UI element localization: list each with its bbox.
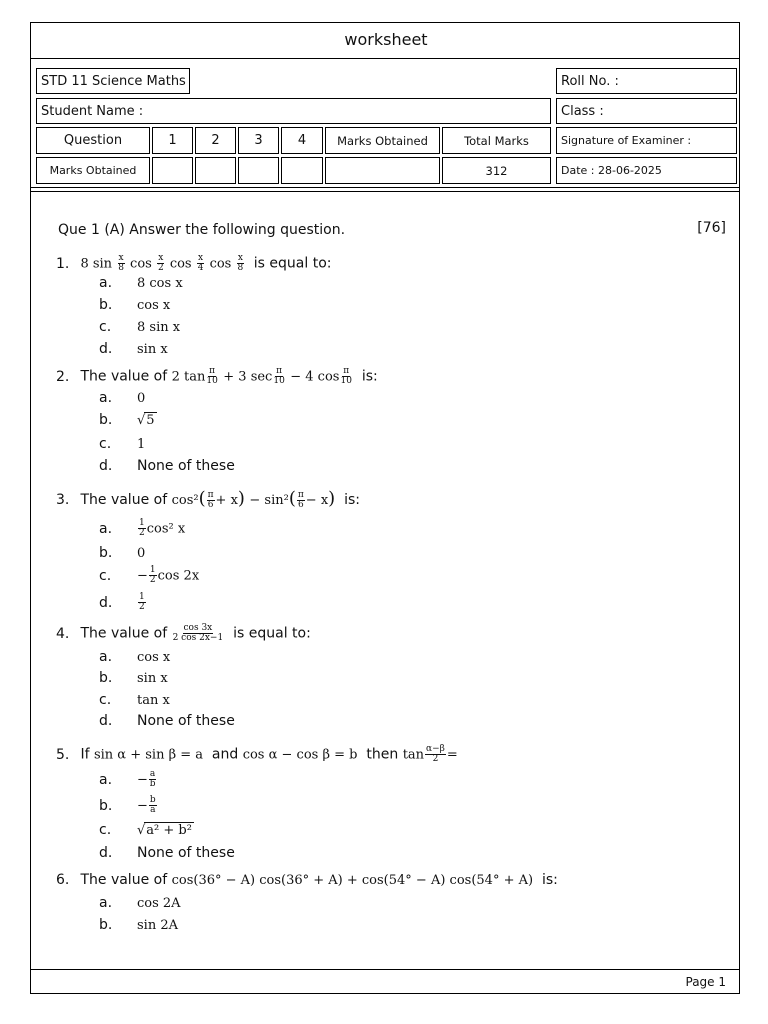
signature-label: Signature of Examiner : bbox=[561, 134, 692, 147]
worksheet-title: worksheet bbox=[344, 30, 428, 49]
marks-obtained-row-label: Marks Obtained bbox=[49, 164, 137, 177]
question-1: 1. 8 sin $\frac{x}{8}$ cos $\frac{x}{2}$ cos $\frac{x}{4}$ cos $\frac{x}{8}$ is equal to: bbox=[56, 253, 332, 273]
question-col-4-label: 4 bbox=[297, 133, 307, 148]
section-heading: Que 1 (A) Answer the following question. bbox=[58, 222, 346, 238]
question-5-then: then bbox=[366, 746, 399, 763]
student-name-label: Student Name : bbox=[41, 103, 144, 119]
q1-option-d[interactable]: d. sin x bbox=[99, 341, 168, 357]
question-4: 4. The value of $\frac{\cos 3x}{2 \cos 2x-1}$ is equal to: bbox=[56, 623, 311, 643]
fraction-x-over-2: $\frac{x}{2}$ bbox=[157, 253, 164, 273]
question-col-4 bbox=[281, 127, 323, 154]
question-3-prefix: The value of bbox=[80, 492, 168, 508]
q6-option-a[interactable]: a. cos 2A bbox=[99, 895, 181, 911]
roll-label: Roll No. : bbox=[561, 73, 619, 89]
fraction-x-over-8-b: $\frac{x}{8}$ bbox=[237, 253, 244, 273]
marks-obtained-value-cell bbox=[325, 157, 440, 184]
signature-box bbox=[556, 127, 737, 154]
total-marks-header-cell bbox=[442, 127, 551, 154]
class-label: Class : bbox=[561, 103, 604, 119]
q2-option-c[interactable]: c. 1 bbox=[99, 436, 146, 452]
date-box bbox=[556, 157, 737, 184]
q4-option-d[interactable]: d. None of these bbox=[99, 713, 235, 729]
marks-obtained-header-label: Marks Obtained bbox=[337, 133, 428, 148]
question-col-3 bbox=[238, 127, 279, 154]
student-name-box bbox=[36, 98, 551, 124]
marks-cell-1 bbox=[152, 157, 193, 184]
total-marks-value: 312 bbox=[485, 163, 508, 178]
header-divider-top bbox=[31, 187, 739, 188]
question-header-label: Question bbox=[63, 133, 123, 148]
marks-obtained-header-cell bbox=[325, 127, 440, 154]
question-col-2-label: 2 bbox=[211, 133, 220, 148]
section-marks: [76] bbox=[697, 220, 726, 236]
header-divider-bottom bbox=[31, 191, 739, 192]
q1-option-c[interactable]: c. 8 sin x bbox=[99, 319, 181, 335]
total-marks-header-label: Total Marks bbox=[464, 133, 529, 148]
question-6-prefix: The value of bbox=[80, 872, 168, 888]
q5-option-d[interactable]: d. None of these bbox=[99, 845, 235, 861]
q5-option-c[interactable]: c. √a² + b² bbox=[99, 822, 192, 838]
q3-option-a[interactable]: a. $\frac{1}{2}$ cos² x bbox=[99, 518, 186, 538]
std-label: STD 11 Science Maths bbox=[41, 73, 186, 89]
question-3: 3. The value of cos²( $\frac{\pi}{6}$ + x) − sin²( $\frac{\pi}{6}$ − x) is: bbox=[56, 488, 360, 510]
q3-option-d[interactable]: d. $\frac{1}{2}$ bbox=[99, 592, 145, 612]
question-col-2 bbox=[195, 127, 236, 154]
roll-box bbox=[556, 68, 737, 94]
question-col-3-label: 3 bbox=[254, 133, 263, 148]
q3-option-c[interactable]: c. − $\frac{1}{2}$ cos 2x bbox=[99, 565, 200, 585]
question-1-math-prefix: 8 sin bbox=[80, 256, 113, 272]
question-5: 5. If sin α + sin β = a and cos α − cos β = b then tan $\frac{\alpha-\beta}{2}$ = bbox=[56, 744, 458, 764]
question-5-prefix: If bbox=[80, 746, 90, 763]
title-divider bbox=[31, 58, 739, 59]
marks-cell-4 bbox=[281, 157, 323, 184]
footer-divider bbox=[31, 969, 739, 970]
question-col-1-label: 1 bbox=[168, 133, 177, 148]
page-number: Page 1 bbox=[685, 975, 726, 989]
q2-option-a[interactable]: a. 0 bbox=[99, 390, 146, 406]
question-2-prefix: The value of bbox=[80, 368, 168, 385]
marks-obtained-row-label-cell bbox=[36, 157, 150, 184]
q5-option-b[interactable]: b. − $\frac{b}{a}$ bbox=[99, 795, 156, 815]
fraction-x-over-8: $\frac{x}{8}$ bbox=[118, 253, 124, 273]
question-6: 6. The value of cos(36° − A) cos(36° + A) + cos(54° − A) cos(54° + A) is: bbox=[56, 872, 558, 888]
fraction-cos3x-over-2cos2x-1: $\frac{\cos 3x}{2 \cos 2x-1}$ bbox=[172, 623, 224, 643]
fraction-x-over-4: $\frac{x}{4}$ bbox=[197, 253, 204, 273]
total-marks-value-cell bbox=[442, 157, 551, 184]
q5-option-a[interactable]: a. − $\frac{a}{b}$ bbox=[99, 769, 156, 789]
question-4-prefix: The value of bbox=[80, 625, 168, 642]
marks-cell-2 bbox=[195, 157, 236, 184]
question-col-1 bbox=[152, 127, 193, 154]
q4-option-a[interactable]: a. cos x bbox=[99, 649, 171, 665]
q4-option-c[interactable]: c. tan x bbox=[99, 692, 170, 708]
question-6-suffix: is: bbox=[541, 872, 558, 888]
question-header-cell bbox=[36, 127, 150, 154]
q3-option-b[interactable]: b. 0 bbox=[99, 545, 146, 561]
question-5-and: and bbox=[211, 746, 239, 763]
std-box bbox=[36, 68, 190, 94]
question-1-suffix: is equal to: bbox=[253, 255, 332, 272]
class-box bbox=[556, 98, 737, 124]
question-3-suffix: is: bbox=[344, 492, 360, 508]
q1-option-b[interactable]: b. cos x bbox=[99, 297, 171, 313]
question-2-suffix: is: bbox=[361, 368, 378, 385]
date-label: Date : 28-06-2025 bbox=[561, 164, 662, 177]
q6-option-b[interactable]: b. sin 2A bbox=[99, 917, 178, 933]
q1-option-a[interactable]: a. 8 cos x bbox=[99, 275, 183, 291]
q4-option-b[interactable]: b. sin x bbox=[99, 670, 168, 686]
q2-option-d[interactable]: d. None of these bbox=[99, 458, 235, 474]
marks-cell-3 bbox=[238, 157, 279, 184]
q2-option-b[interactable]: b. √5 bbox=[99, 412, 155, 428]
question-1-number: 1. bbox=[56, 255, 70, 272]
question-2: 2. The value of 2 tan $\frac{\pi}{10}$ + 3 sec $\frac{\pi}{10}$ − 4 cos $\frac{\pi}{10}$ is: bbox=[56, 366, 378, 386]
question-4-suffix: is equal to: bbox=[233, 625, 311, 642]
worksheet-page bbox=[30, 22, 740, 994]
question-6-math: cos(36° − A) cos(36° + A) + cos(54° − A) cos(54° + A) bbox=[171, 873, 534, 888]
